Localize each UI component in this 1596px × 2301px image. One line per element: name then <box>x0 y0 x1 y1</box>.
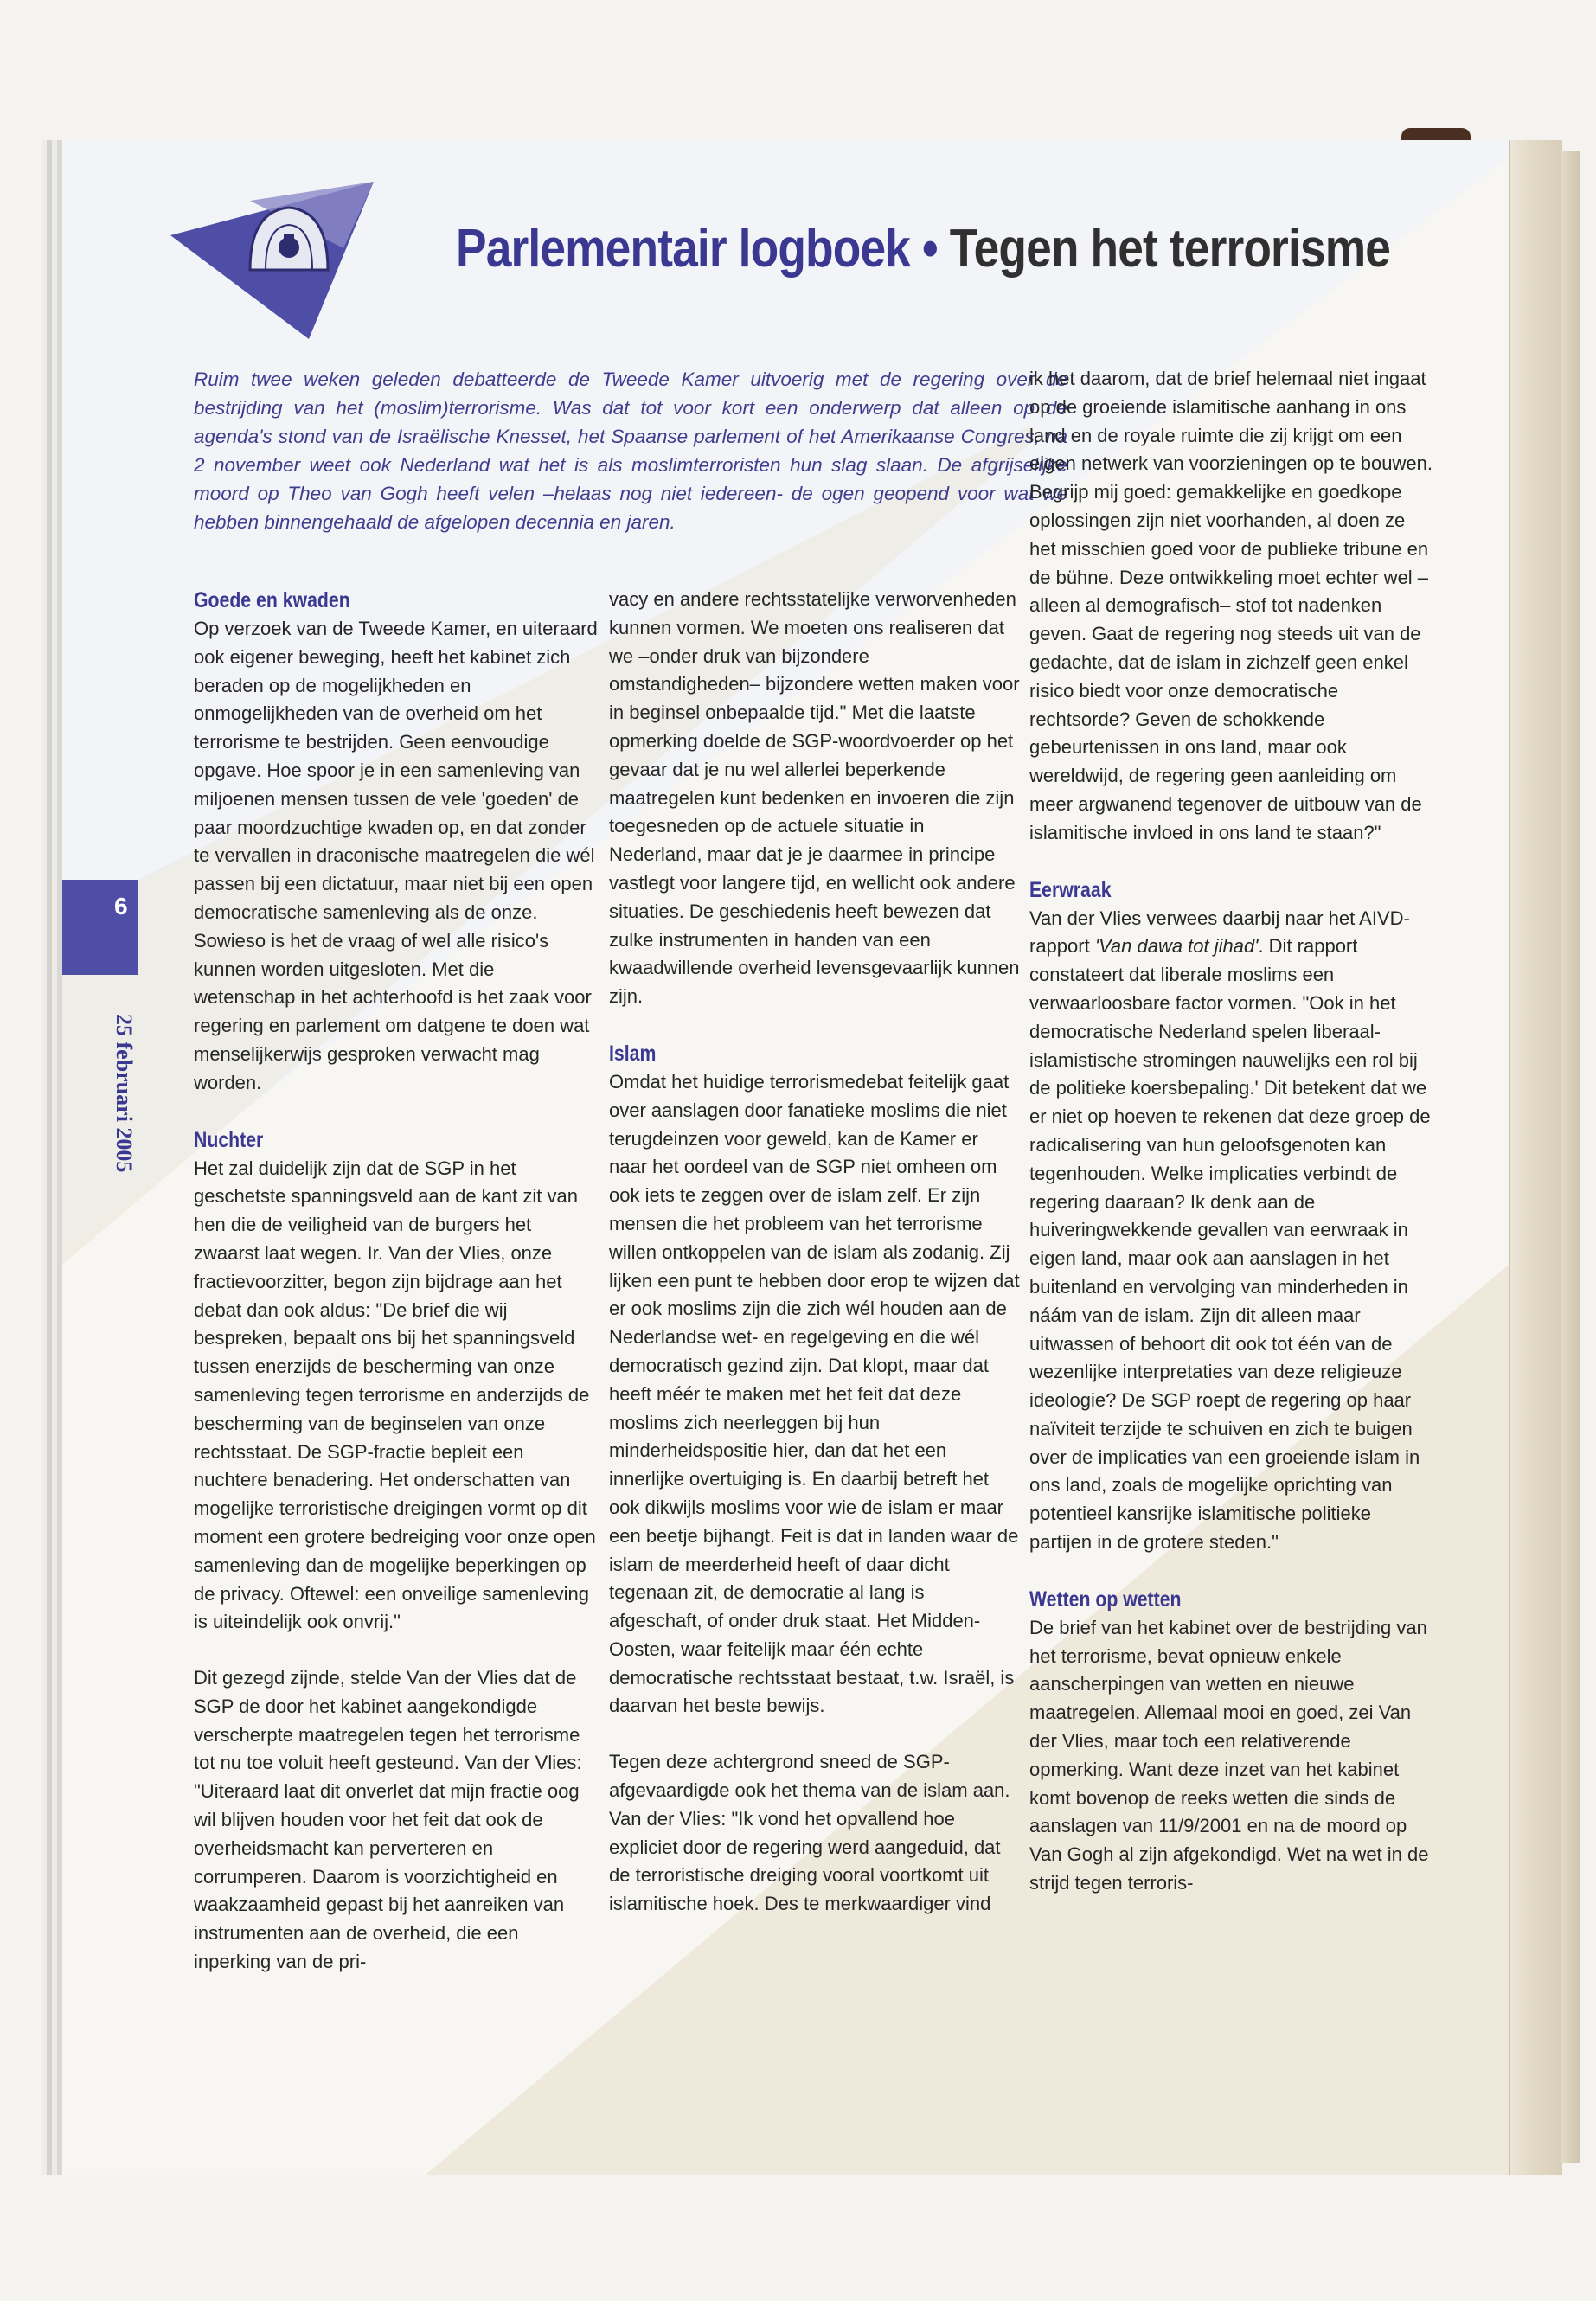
paragraph: Op verzoek van de Tweede Kamer, en uiteraard ook eigener beweging, heeft het kabinet zich beraden op de mogelijkheden en onmogelijkheden van de overheid om het terrorisme te bestrijden. Geen eenvoudige opgave. Hoe spoor je in een samenleving van miljoenen mensen tussen de vele 'goeden' de paar moordzuchtige kwaden op, en dat zonder te vervallen in draconische maatregelen die wél passen bij een dictatuur, maar niet bij een open democratische samenleving als de onze. Sowieso is het de vraag of wel alle risico's kunnen worden uitgesloten. Met die wetenschap in het achterhoofd is het zaak voor regering en parlement om datgene te doen wat menselijkerwijs gesproken verwacht mag worden. <box>194 618 598 1093</box>
paragraph: De brief van het kabinet over de bestrijding van het terrorisme, bevat opnieuw enkele aanscherpingen van wetten en nieuwe maatregelen. Allemaal mooi en goed, zei Van der Vlies, maar toch een relativerende opmerking. Want deze inzet van het kabinet komt bovenop de reeks wetten die sinds de aanslagen van 11/9/2001 en na de moord op Van Gogh al zijn afgekondigd. Wet na wet in de strijd tegen terroris- <box>1029 1616 1429 1894</box>
heading-goede-en-kwaden: Goede en kwaden <box>194 588 350 612</box>
title-part1: Parlementair logboek <box>456 219 911 279</box>
heading-eerwraak: Eerwraak <box>1029 877 1112 902</box>
heading-wetten-op-wetten: Wetten op wetten <box>1029 1586 1182 1612</box>
title-part2: Tegen het terrorisme <box>949 219 1391 279</box>
paragraph: Dit gezegd zijnde, stelde Van der Vlies dat de SGP de door het kabinet aangekondigde verscherpte maatregelen tegen het terrorisme tot nu toe voluit heeft gesteund. Van der Vlies: "Uiteraard laat dit onverlet dat mijn fractie oog wil blijven houden voor het feit dat ook de overheidsmacht kan perverteren en corrumperen. Daarom is voorzichtigheid en waakzaamheid gepast bij het aanreiken van instrumenten aan de overheid, die een inperking van de pri- <box>194 1667 582 1973</box>
column-2 <box>609 586 1020 1946</box>
sgp-logo-icon <box>170 166 456 365</box>
column-1 <box>194 586 600 2004</box>
column-3 <box>1029 365 1436 1926</box>
paragraph: ik het daarom, dat de brief helemaal niet ingaat op de groeiende islamitische aanhang in ons land en de royale ruimte die zij krijgt om een eigen netwerk van voorzieningen op te bouwen. Begrijp mij goed: gemakkelijke en goedkope oplossingen zijn niet voorhanden, al doen ze het misschien goed voor de publieke tribune en de bühne. Deze ontwikkeling moet echter wel –alleen al demografisch– stof tot nadenken geven. Gaat de regering nog steeds uit van de gedachte, dat de islam in zichzelf geen enkel risico biedt voor onze democratische rechtsorde? Geven de schokkende gebeurtenissen in ons land, maar ook wereldwijd, de regering geen aanleiding om meer argwanend tegenover de uitbouw van de islamitische invloed in ons land te staan?" <box>1029 368 1433 843</box>
intro-paragraph: Ruim twee weken geleden debatteerde de Tweede Kamer uitvoerig met de regering over de bestrijding van het (moslim)terrorisme. Was dat tot voor kort een onderwerp dat alleen op de agenda's stond van de Israëlische Knesset, het Spaanse parlement of het Amerikaanse Congres, na 2 november weet ook Nederland wat het is als moslimterroristen hun slag slaan. De afgrijselijke moord op Theo van Gogh heeft velen –helaas nog niet iedereen- de ogen geopend voor wat we hebben binnengehaald de afgelopen decennia en jaren. <box>194 369 1067 533</box>
page-edge <box>1509 140 1562 2175</box>
paragraph: vacy en andere rechtsstatelijke verworvenheden kunnen vormen. We moeten ons realiseren dat we –onder druk van bijzondere omstandigheden– bijzondere wetten maken voor in beginsel onbepaalde tijd." Met die laatste opmerking doelde de SGP-woordvoerder op het gevaar dat je nu wel allerlei beperkende maatregelen kunt bedenken en invoeren die zijn toegesneden op de actuele situatie in Nederland, maar dat je je daarmee in principe vastlegt voor langere tijd, en wellicht ook andere situaties. De geschiedenis heeft bewezen dat zulke instrumenten in handen van een kwaadwillende overheid levensgevaarlijk kunnen zijn. <box>609 588 1020 1008</box>
report-title: 'Van dawa tot jihad' <box>1094 935 1259 958</box>
paragraph <box>1029 905 1436 1557</box>
page-title <box>456 218 1390 279</box>
heading-islam: Islam <box>609 1041 657 1066</box>
paragraph: Het zal duidelijk zijn dat de SGP in het geschetste spanningsveld aan de kant zit van hen die de veiligheid van de burgers het zwaarst laat wegen. Ir. Van der Vlies, onze fractievoorzitter, begon zijn bijdrage aan het debat dan ook aldus: "De brief die wij bespreken, bepaalt ons bij het spanningsveld tussen enerzijds de bescherming van onze samenleving tegen terrorisme en anderzijds de bescherming van de beginselen van onze rechtsstaat. De SGP-fractie bepleit een nuchtere benadering. Het onderschatten van mogelijke terroristische dreigingen vormt op dit moment een grotere bedreiging voor onze open samenleving dan de mogelijke beperkingen op de privacy. Oftewel: een onveilige samenleving is uiteindelijk ook onvrij." <box>194 1157 596 1633</box>
issue-date: 25 februari 2005 <box>112 1014 137 1173</box>
text: Van der Vlies verwees daarbij naar het AIVD-rapport <box>1029 907 1410 958</box>
page-number: 6 <box>114 893 128 920</box>
page-edge-back <box>1561 151 1580 2163</box>
text: . Dit rapport constateert dat liberale moslims een verwaarloosbare factor vormen. "Ook in het democratische Nederland spelen liberaal-islamistische stromingen nauwelijks een rol bij de politieke koersbepaling.' Dit betekent dat we er niet op hoeven te rekenen dat deze groep de radicalisering van hun geloofsgenoten kan tegenhouden. Welke implicaties verbindt de regering daaraan? Ik denk aan de huiveringwekkende gevallen van eerwraak in eigen land, maar ook aan aanslagen in het buitenland en vervolging van minderheden in náám van de islam. Zijn dit alleen maar uitwassen of behoort dit ook tot één van de wezenlijke interpretaties van deze religieuze ideologie? De SGP roept de regering op haar naïviteit terzijde te schuiven en zich te buigen over de implicaties van een groeiende islam in ons land, zoals de mogelijke oprichting van potentieel kansrijke islamitische politieke partijen in de grotere steden." <box>1029 935 1431 1554</box>
magazine-page <box>62 140 1509 2175</box>
title-bullet: • <box>922 219 938 279</box>
heading-nuchter: Nuchter <box>194 1127 264 1152</box>
paragraph: Omdat het huidige terrorismedebat feitelijk gaat over aanslagen door fanatieke moslims die niet terugdeinzen voor geweld, kan de Kamer er naar het oordeel van de SGP niet omheen om ook iets te zeggen over de islam zelf. Er zijn mensen die het probleem van het terrorisme willen ontkoppelen van de islam als zodanig. Zij lijken een punt te hebben door erop te wijzen dat er ook moslims zijn die zich wél houden aan de Nederlandse wet- en regelgeving en die wél democratisch gezind zijn. Dat klopt, maar dat heeft méér te maken met het feit dat deze moslims zich neerleggen bij hun minderheidspositie hier, dan dat het een innerlijke overtuiging is. En daarbij betreft het ook dikwijls moslims voor wie de islam er maar een beetje bijhangt. Feit is dat in landen waar de islam de meerderheid heeft of daar dicht tegenaan zit, de democratie al lang is afgeschaft, of onder druk staat. Het Midden-Oosten, waar feitelijk maar één echte democratische rechtsstaat bestaat, t.w. Israël, is daarvan het beste bewijs. <box>609 1070 1020 1717</box>
paragraph: Tegen deze achtergrond sneed de SGP-afgevaardigde ook het thema van de islam aan. Van der Vlies: "Ik vond het opvallend hoe expliciet door de regering werd aangeduid, dat de terroristische dreiging vooral voortkomt uit islamitische hoek. Des te merkwaardiger vind <box>609 1751 1010 1915</box>
